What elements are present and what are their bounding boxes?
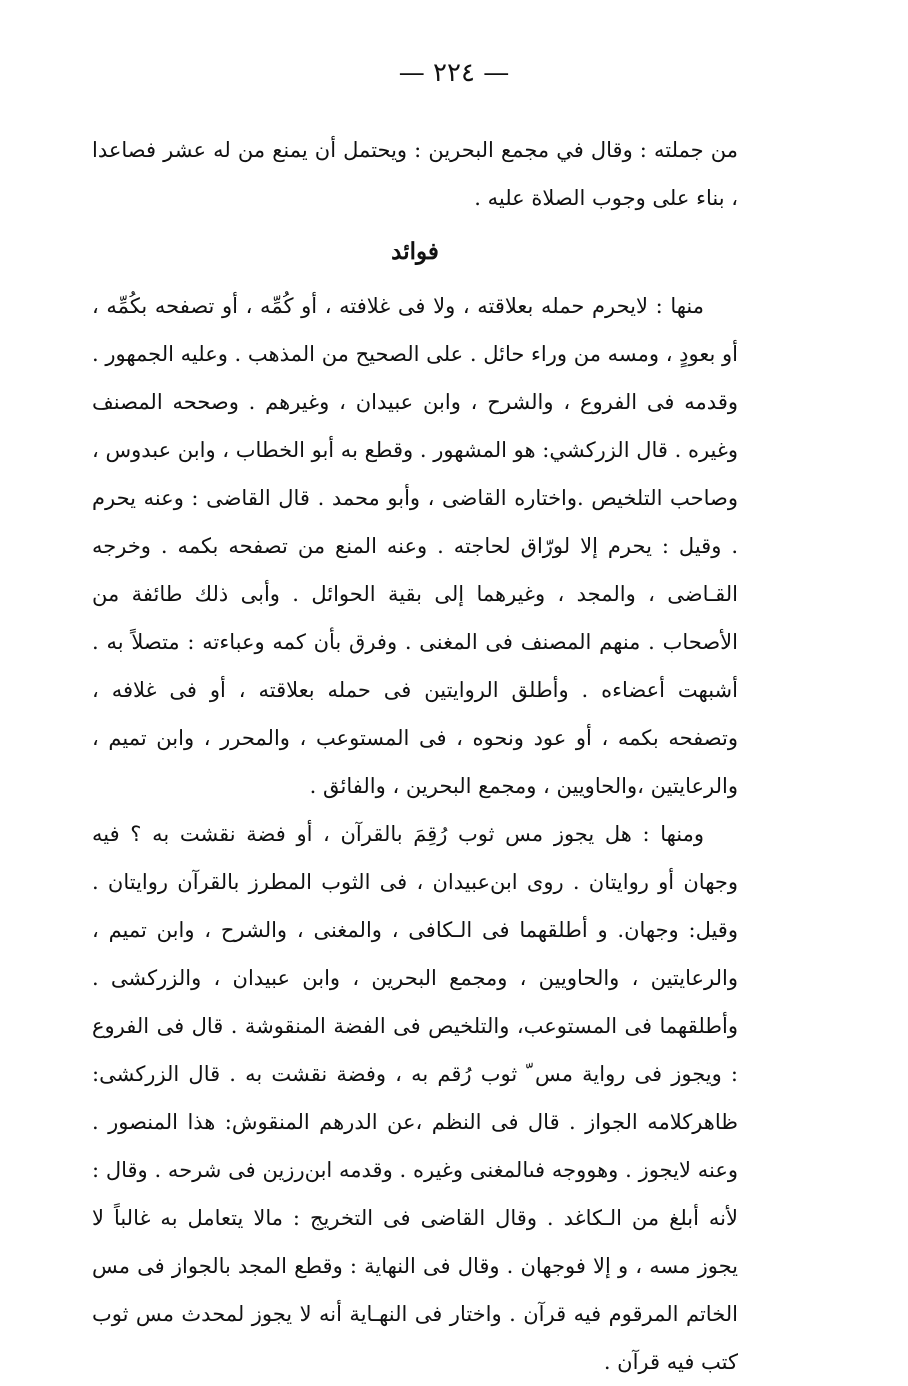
paragraph-first-benefit: منها : لايحرم حمله بعلاقته ، ولا فى غلافته ، أو كُمِّه ، أو تصفحه بكُمِّه ، أو بعودٍ ، ومسه من وراء حائل . على الصحيح من المذهب . وعليه الجمهور . وقدمه فى الفروع ، والشرح ، وابن عبيدان ، وغيرهم . وصححه المصنف وغيره . قال الزركشي: هو المشهور . وقطع به أبو الخطاب ، وابن عبدوس ، وصاحب التلخيص .واختاره القاضى ، وأبو محمد . قال القاضى : وعنه يحرم . وقيل : يحرم إلا لورّاق لحاجته . وعنه المنع من تصفحه بكمه . وخرجه القـاضى ، والمجد ، وغيرهما إلى بقية الحوائل . وأبى ذلك طائفة من الأصحاب . منهم المصنف فى المغنى . وفرق بأن كمه وعباءته : متصلاً به . أشبهت أعضاءه . وأطلق الروايتين فى حمله بعلاقته ، أو فى غلافه ، وتصفحه بكمه ، أو عود ونحوه ، فى المستوعب ، والمحرر ، وابن تميم ، والرعايتين ،والحاويين ، ومجمع البحرين ، والفائق . — [92, 294, 738, 798]
section-heading: فوائد — [391, 238, 439, 265]
page-number: — ٢٢٤ — — [398, 58, 510, 88]
paragraph-second-benefit: ومنها : هل يجوز مس ثوب رُقِمَ بالقرآن ، أو فضة نقشت به ؟ فيه وجهان أو روايتان . روى ابن‌عبيدان ، فى الثوب المطرز بالقرآن روايتان . وقيل: وجهان. و أطلقهما فى الـكافى ، والمغنى ، والشرح ، وابن تميم ، والرعايتين ، والحاويين ، ومجمع البحرين ، وابن عبيدان ، والزركشى . وأطلقهما فى المستوعب، والتلخيص فى الفضة المنقوشة . قال فى الفروع : ويجوز فى رواية مس ّ ثوب رُقم به ، وفضة نقشت به . قال الزركشى: ظاهركلامه الجواز . قال فى النظم ،عن الدرهم المنقوش: هذا المنصور . وعنه لايجوز . وهووجه فىالمغنى وغيره . وقدمه ابن‌رزين فى شرحه . وقال : لأنه أبلغ من الـكاغد . وقال القاضى فى التخريج : مالا يتعامل به غالباً لا يجوز مسه ، و إلا فوجهان . وقال فى النهاية : وقطع المجد بالجواز فى مس الخاتم المرقوم فيه قرآن . واختار فى النهـاية أنه لا يجوز لمحدث مس ثوب كتب فيه قرآن . — [92, 822, 738, 1374]
page-body — [92, 126, 738, 1386]
intro-paragraph: من جملته : وقال في مجمع البحرين : ويحتمل أن يمنع من له عشر فصاعدا ، بناء على وجوب الصلاة عليه . — [92, 138, 738, 210]
